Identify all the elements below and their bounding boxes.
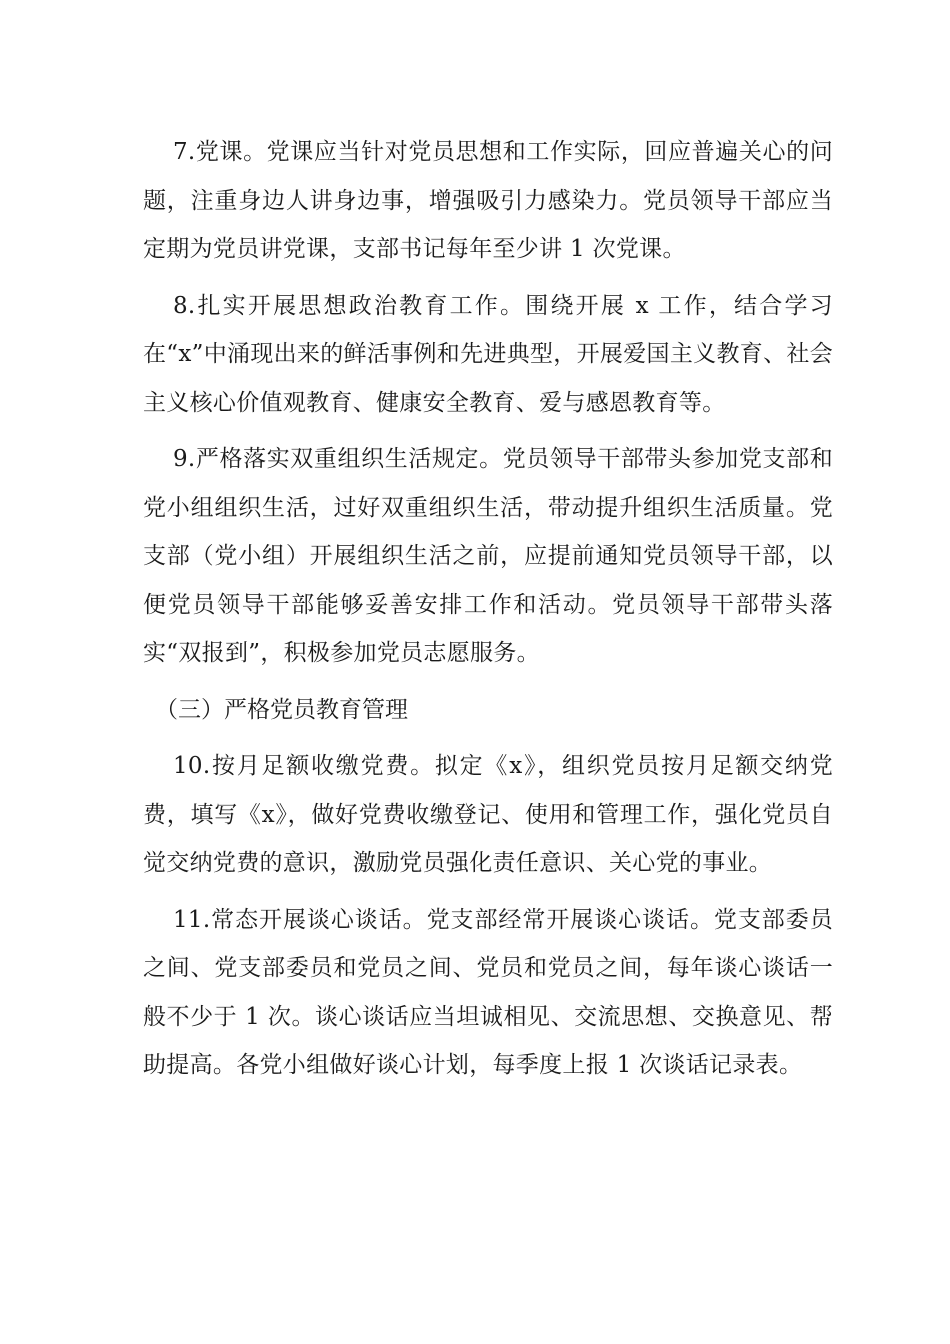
document-body xyxy=(143,128,833,1098)
paragraph-9: 9.严格落实双重组织生活规定。党员领导干部带头参加党支部和党小组组织生活，过好双重组织生活，带动提升组织生活质量。党支部（党小组）开展组织生活之前，应提前通知党员领导干部，以便党员领导干部能够妥善安排工作和活动。党员领导干部带头落实“双报到”，积极参加党员志愿服务。 xyxy=(143,446,833,666)
paragraph-8: 8.扎实开展思想政治教育工作。围绕开展 x 工作，结合学习在“x”中涌现出来的鲜活事例和先进典型，开展爱国主义教育、社会主义核心价值观教育、健康安全教育、爱与感恩教育等。 xyxy=(143,292,833,416)
section-heading: （三）严格党员教育管理 xyxy=(155,696,408,723)
paragraph-11: 11.常态开展谈心谈话。党支部经常开展谈心谈话。党支部委员之间、党支部委员和党员之间、党员和党员之间，每年谈心谈话一般不少于 1 次。谈心谈话应当坦诚相见、交流思想、交换意见、帮助提高。各党小组做好谈心计划，每季度上报 1 次谈话记录表。 xyxy=(143,906,833,1078)
paragraph-10: 10.按月足额收缴党费。拟定《x》，组织党员按月足额交纳党费，填写《x》，做好党费收缴登记、使用和管理工作，强化党员自觉交纳党费的意识，激励党员强化责任意识、关心党的事业。 xyxy=(143,753,833,876)
paragraph-7: 7.党课。党课应当针对党员思想和工作实际，回应普遍关心的问题，注重身边人讲身边事，增强吸引力感染力。党员领导干部应当定期为党员讲党课，支部书记每年至少讲 1 次党课。 xyxy=(143,139,833,262)
